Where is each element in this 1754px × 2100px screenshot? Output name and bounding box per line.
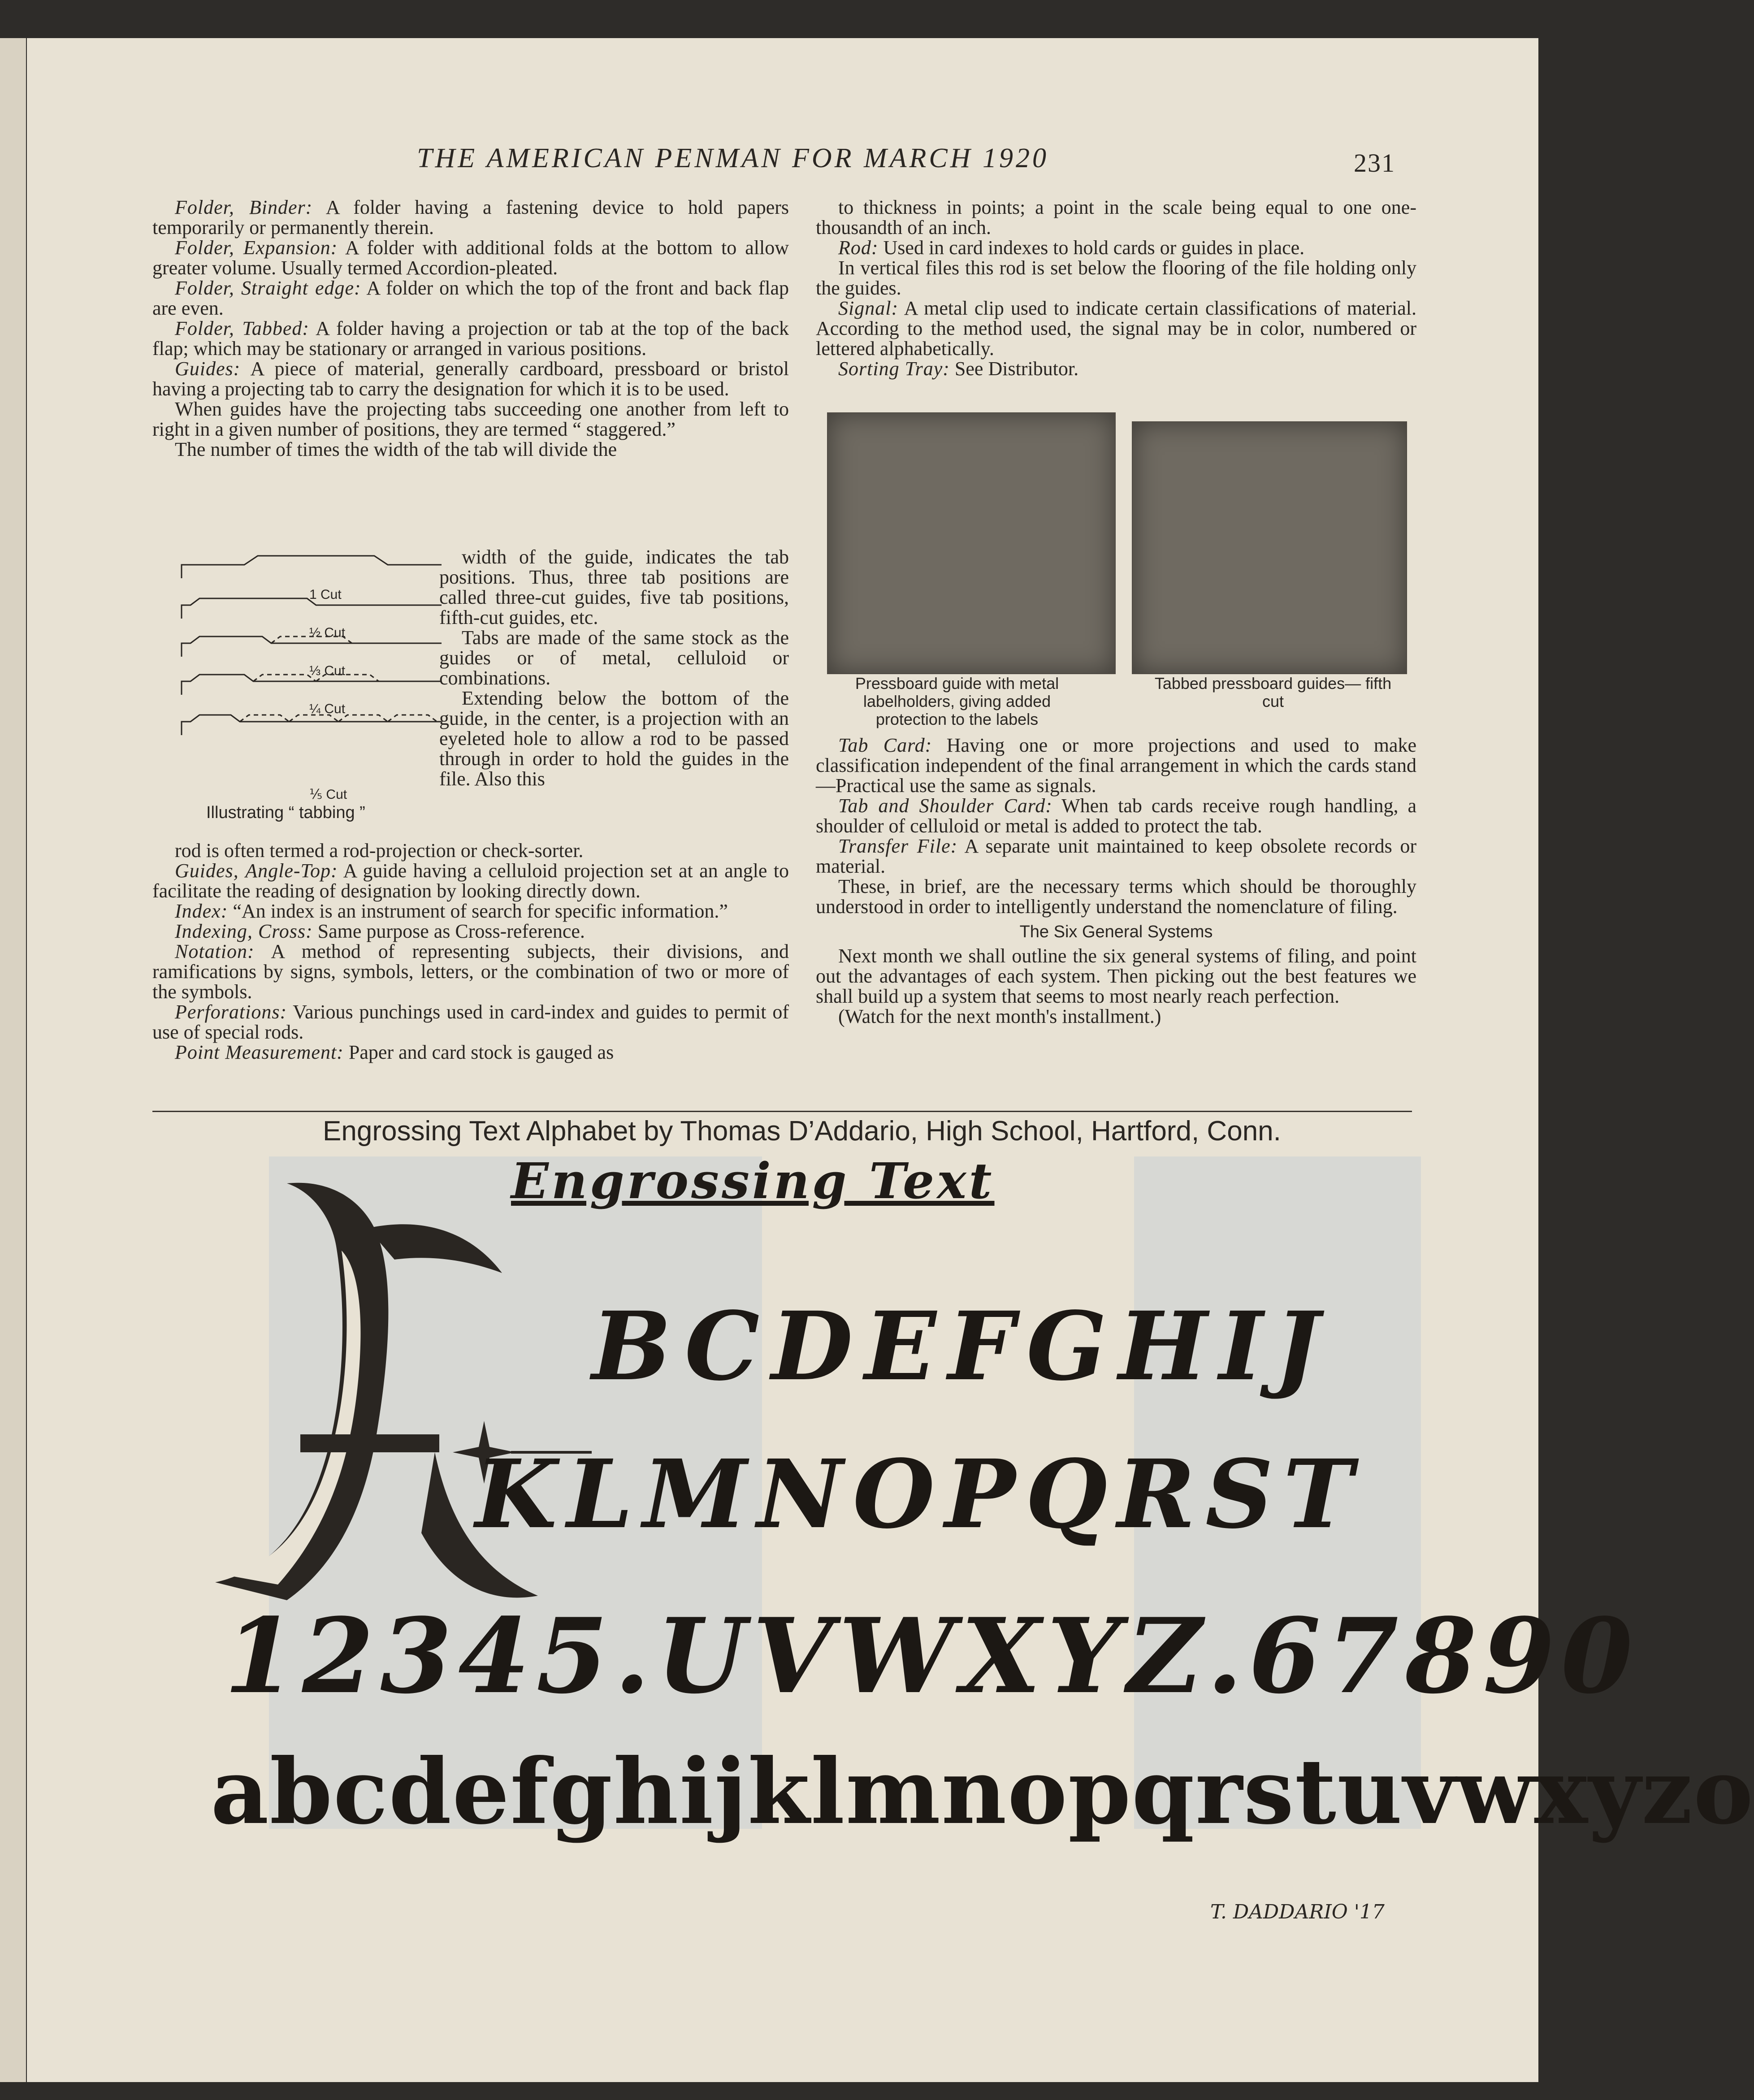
alphabet-row-b-j: BCDEFGHIJ [592, 1291, 1331, 1402]
tab-label-1: 1 Cut [309, 587, 342, 602]
alphabet-row-numerals: 12345.UVWXYZ.67890 [224, 1596, 1639, 1717]
pressboard-caption: Pressboard guide with metal labelholders, giving added protection to the labels [855, 674, 1059, 728]
term-label: Transfer File: [838, 835, 958, 857]
definition-text: When guides have the projecting tabs succeeding one another from left to right in a given number of positions, they are termed “ staggered.” [152, 398, 789, 440]
definition-text: These, in brief, are the necessary terms which should be thoroughly understood in order to intelligently understand the nomenclature of filing. [816, 875, 1416, 918]
alphabet-row-lowercase: abcdefghijklmnopqrstuvwxyzo [211, 1739, 1754, 1845]
paragraph [152, 318, 789, 359]
paragraph: (Watch for the next month's installment.) [838, 1005, 1161, 1027]
paragraph [152, 861, 789, 901]
paragraph [152, 840, 789, 861]
definition-text: In vertical files this rod is set below the flooring of the file holding only the guides. [816, 257, 1416, 299]
paragraph: Next month we shall outline the six general systems of filing, and point out the advantages of each system. Then picking out the best features we shall build up a system that seems to most nearly reach perfection. [816, 945, 1416, 1007]
paragraph [816, 796, 1416, 836]
term-label: Perforations: [175, 1001, 287, 1023]
definition-text: A folder with additional folds at the bottom to allow greater volume. Usually termed Accordion-pleated. [152, 237, 789, 279]
term-label: Tab and Shoulder Card: [838, 795, 1052, 817]
engrossing-text-heading: Engrossing Text [511, 1152, 995, 1210]
paragraph [816, 359, 1416, 379]
alphabet-row-k-t: KLMNOPQRST [475, 1439, 1363, 1550]
term-label: Guides: [175, 358, 241, 380]
artist-signature: T. DADDARIO '17 [1210, 1901, 1385, 1923]
tabbed-caption: Tabbed pressboard guides— fifth cut [1154, 674, 1392, 710]
paragraph [816, 298, 1416, 359]
definition-text: A folder having a fastening device to hold papers temporarily or permanently therein. [152, 196, 789, 238]
page-number: 231 [1354, 148, 1395, 178]
definition-text: to thickness in points; a point in the scale being equal to one one-thousandth of an inch. [816, 196, 1416, 238]
paragraph: Tabs are made of the same stock as the guides or of metal, celluloid or combinations. [439, 627, 789, 689]
definition-text: A metal clip used to indicate certain classifications of material. According to the method used, the signal may be in color, numbered or lettered alphabetically. [816, 297, 1416, 359]
tab-label-5: ⅕ Cut [309, 787, 347, 802]
definition-text: A method of representing subjects, their divisions, and ramifications by signs, symbols, letters, or the combination of two or more of the symbols. [152, 940, 789, 1003]
term-label: Folder, Tabbed: [175, 317, 310, 339]
term-label: Guides, Angle-Top: [175, 860, 338, 882]
definition-text: “An index is an instrument of search for specific information.” [228, 900, 728, 922]
section-rule [152, 1111, 1412, 1112]
definition-text: Paper and card stock is gauged as [343, 1041, 614, 1063]
paragraph: width of the guide, indicates the tab positions. Thus, three tab positions are called three-cut guides, five tab positions, fifth-cut guides, etc. [439, 546, 789, 628]
term-label: Point Measurement: [175, 1041, 344, 1063]
paragraph [816, 258, 1416, 298]
initial-letter-text [251, 1277, 258, 1288]
definition-text: Various punchings used in card-index and guides to permit of use of special rods. [152, 1001, 789, 1043]
paragraph [816, 836, 1416, 876]
term-label: Folder, Straight edge: [175, 277, 361, 299]
definition-text: A folder on which the top of the front and back flap are even. [152, 277, 789, 319]
paragraph [152, 399, 789, 439]
paragraph [816, 735, 1416, 796]
previous-page-edge [0, 38, 26, 2082]
tabbed-guides-photo [1132, 421, 1407, 674]
definition-text: A piece of material, generally cardboard, pressboard or bristol having a projecting tab to carry the designation for which it is to be used. [152, 358, 789, 400]
tab-label-2: ½ Cut [309, 625, 346, 640]
paragraph [152, 1042, 789, 1062]
paragraph [152, 197, 789, 238]
paragraph: Extending below the bottom of the guide, in the center, is a projection with an eyeleted hole to allow a rod to be passed through in order to hold the guides in the file. Also this [439, 687, 789, 790]
tab-label-3: ⅓ Cut [309, 663, 346, 678]
term-label: Folder, Binder: [175, 196, 313, 218]
right-column-upper [816, 197, 1416, 379]
paragraph [152, 1002, 789, 1042]
section-heading: The Six General Systems [1019, 922, 1213, 941]
running-header: THE AMERICAN PENMAN FOR MARCH 1920 [417, 143, 1049, 173]
term-label: Folder, Expansion: [175, 237, 338, 259]
term-label: Rod: [838, 237, 879, 259]
left-column-lower [152, 840, 789, 1062]
definition-text: rod is often termed a rod-projection or check-sorter. [175, 840, 584, 862]
paragraph [152, 901, 789, 921]
definition-text: See Distributor. [949, 358, 1079, 380]
term-label: Index: [175, 900, 228, 922]
definition-text: A guide having a celluloid projection set at an angle to facilitate the reading of designation by looking directly down. [152, 860, 789, 902]
term-label: Notation: [175, 940, 255, 962]
term-label: Tab Card: [838, 734, 932, 756]
paragraph [152, 359, 789, 399]
left-column-upper [152, 197, 789, 459]
definition-text: Having one or more projections and used to make classification independent of the final arrangement in which the cards stand—Practical use the same as signals. [816, 734, 1416, 797]
definition-text: A folder having a projection or tab at the top of the back flap; which may be stationary or arranged in various positions. [152, 317, 789, 359]
definition-text: Used in card indexes to hold cards or guides in place. [878, 237, 1305, 259]
paragraph [816, 197, 1416, 238]
alphabet-title: Engrossing Text Alphabet by Thomas D’Addario, High School, Hartford, Conn. [323, 1116, 1281, 1147]
paragraph [816, 876, 1416, 917]
paragraph [152, 238, 789, 278]
term-label: Indexing, Cross: [175, 920, 313, 942]
paragraph [816, 238, 1416, 258]
term-label: Sorting Tray: [838, 358, 950, 380]
paragraph [152, 278, 789, 318]
definition-text: Same purpose as Cross-reference. [312, 920, 585, 942]
pressboard-guide-photo [827, 412, 1116, 674]
paragraph [152, 941, 789, 1002]
tab-label-4: ¼ Cut [309, 701, 346, 716]
paragraph [152, 921, 789, 941]
definition-text: When tab cards receive rough handling, a shoulder of celluloid or metal is added to protect the tab. [816, 795, 1416, 837]
definition-text: The number of times the width of the tab will divide the [175, 438, 617, 460]
definition-text: A separate unit maintained to keep obsolete records or material. [816, 835, 1416, 877]
term-label: Signal: [838, 297, 899, 319]
paragraph [152, 439, 789, 459]
right-column-lower [816, 735, 1416, 1026]
left-wrap-text [439, 547, 789, 789]
tabbing-caption: Illustrating “ tabbing ” [206, 803, 365, 822]
